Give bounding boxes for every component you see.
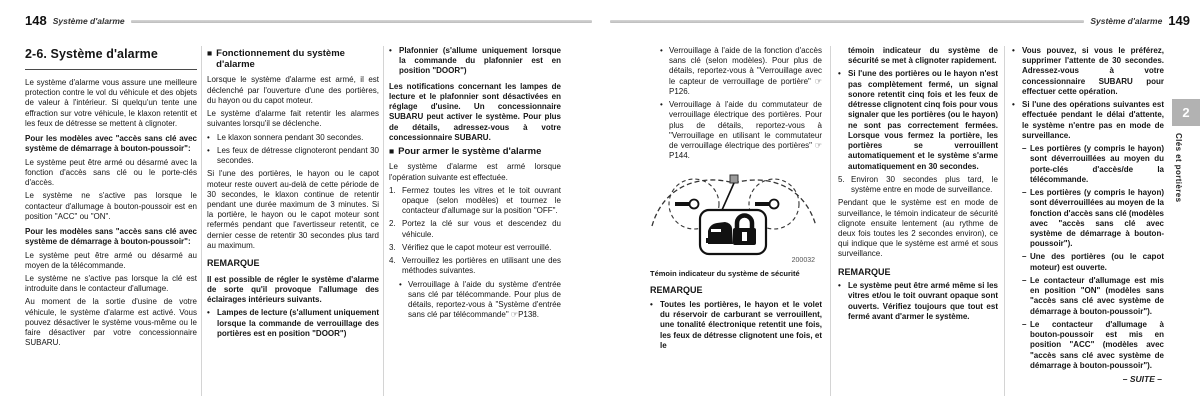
- text: Verrouillage à l'aide du commutateur de verrouillage électrique des portières. Pour plus de détails, reportez-vous à "Verrouillage en utilisant le commutateur de verrouillage électrique des portières" ☞P144.: [669, 100, 822, 161]
- section-heading: [207, 48, 379, 70]
- column-divider: [830, 46, 831, 396]
- page148-col1-text: [25, 78, 197, 349]
- text: Pour armer le système d'alarme: [398, 146, 542, 158]
- page148-column-2: [207, 46, 379, 342]
- dash-item: [1012, 252, 1164, 272]
- bullet-item: [207, 146, 379, 166]
- left-page-number: 148: [25, 13, 47, 28]
- bullet-item: [838, 69, 998, 171]
- list-marker: –: [1022, 252, 1027, 262]
- callout-line: [722, 183, 734, 210]
- text: Portez la clé sur vous et descendez du véhicule.: [402, 219, 561, 239]
- page149-col1-top-text: [650, 46, 822, 162]
- text: Le système peut être armé même si les vitres et/ou le toit ouvrant opaque sont ouverts. Vérifiez toujours que tout est fermé avant d'armer le système.: [848, 281, 998, 321]
- note-heading: REMARQUE: [650, 285, 703, 296]
- text: Fermez toutes les vitres et le toit ouvrant opaque (selon modèles) et tournez le contacteur d'allumage sur la position "OFF".: [402, 185, 561, 216]
- page149-column-1: [650, 46, 822, 354]
- figure-caption: Témoin indicateur du système de sécurité: [650, 268, 800, 278]
- paragraph: Le système ne s'active pas lorsque le contacteur d'allumage à bouton-poussoir est en position "ACC" ou "ON".: [25, 191, 197, 221]
- page149-col2-text: [838, 46, 998, 322]
- column-divider: [1004, 46, 1005, 396]
- note-heading: REMARQUE: [207, 258, 260, 269]
- sub-bullet-item: [650, 100, 822, 161]
- text: Fonctionnement du système d'alarme: [216, 48, 345, 71]
- page148-col3-text: [389, 46, 561, 321]
- paragraph: Le système peut être armé ou désarmé avec la fonction d'accès sans clé ou le porte-clés d'accès.: [25, 157, 197, 188]
- text: Si l'une des portières ou le hayon n'est pas complètement fermé, un signal sonore retentit cinq fois et les feux de détresse clignotent cinq fois pour vous signaler que les portières (ou le hayon) ne sont pas correctement fermées. Lorsque vous fermez la portière, les portières se verrouillent automatiquement et le système s'arme automatiquement en 30 secondes.: [848, 69, 998, 171]
- text: Le contacteur d'allumage est mis en position "ON" (modèles sans "accès sans clé avec système de démarrage à bouton-poussoir").: [1030, 275, 1164, 316]
- bullet-item: [389, 46, 561, 77]
- text: Verrouillez les portières en utilisant une des méthodes suivantes.: [402, 256, 561, 276]
- dash-item: [1012, 276, 1164, 317]
- right-gauge-hub: [770, 199, 779, 208]
- list-marker: •: [838, 69, 841, 79]
- text: Verrouillage à l'aide du système d'entrée sans clé par télécommande. Pour plus de détails, reportez-vous à "Système d'entrée sans clé par télécommande" ☞P138.: [408, 279, 561, 320]
- list-marker: •: [207, 308, 210, 318]
- chapter-tab: [1172, 99, 1200, 126]
- page149-col3-text: [1012, 46, 1164, 371]
- list-marker: –: [1022, 188, 1027, 198]
- paragraph: Si l'une des portières, le hayon ou le capot moteur reste ouvert au-delà de cette période de 30 secondes, le klaxon continue de retentir pendant une durée maximum de 3 minutes. Si la portière, le hayon ou le capot moteur sont refermés pendant que l'avertisseur retentit, ce dernier cesse de retentir 30 secondes plus tard au maximum.: [207, 169, 379, 250]
- dash-item: [1012, 188, 1164, 249]
- list-marker: 4.: [389, 256, 396, 266]
- column-divider: [201, 46, 202, 396]
- numbered-item: [389, 256, 561, 276]
- page149-column-3: [1012, 46, 1164, 374]
- bold-paragraph: Les notifications concernant les lampes de lecture et le plafonnier sont désactivées en réglage d'usine. Un concessionnaire SUBARU peut activer le système. Pour plus de détails, adressez-vous à votre concessionnaire SUBARU.: [389, 81, 561, 142]
- sub-bullet-item: [650, 46, 822, 97]
- text: Les portières (y compris le hayon) sont déverrouillées au moyen du porte-clés d'accès/de la télécommande.: [1030, 144, 1164, 184]
- bullet-item: [207, 308, 379, 339]
- text: Vous pouvez, si vous le préférez, supprimer l'attente de 30 secondes. Adressez-vous à votre concessionnaire SUBARU pour effectuer cette opération.: [1022, 46, 1164, 96]
- continue-marker: – SUITE –: [1122, 374, 1162, 384]
- list-marker: •: [1012, 46, 1015, 55]
- bullet-item: [207, 133, 379, 143]
- numbered-item: [389, 186, 561, 217]
- text: Vérifiez que le capot moteur est verrouillé.: [402, 242, 552, 252]
- list-marker: 5.: [838, 174, 845, 184]
- text: Le contacteur d'allumage à bouton-poussoir est mis en position "ACC" (modèles avec "accès sans clé avec système de démarrage à bouton-poussoir").: [1030, 319, 1164, 370]
- security-indicator-lamp: [730, 175, 738, 183]
- paragraph: Le système d'alarme est armé lorsque l'opération suivante est effectuée.: [389, 162, 561, 182]
- numbered-item: [389, 219, 561, 239]
- list-marker: •: [650, 299, 653, 309]
- paragraph: Le système d'alarme vous assure une meilleure protection contre le vol du véhicule et des objets de valeur à l'intérieur. Si quelqu'un tente une effraction sur votre véhicule, le klaxon retentit et les feux de détresse se mettent à clignoter.: [25, 78, 197, 128]
- page148-column-1: [25, 46, 197, 352]
- paragraph: Lorsque le système d'alarme est armé, il est déclenché par l'ouverture d'une des portières, du hayon ou du capot moteur.: [207, 75, 379, 105]
- section-square-icon: ■: [389, 146, 395, 157]
- section-heading: [389, 146, 561, 157]
- left-running-header: [25, 13, 592, 28]
- page149-column-2: [838, 46, 998, 325]
- sub-bullet-item: [389, 280, 561, 321]
- numbered-item: [838, 175, 998, 195]
- list-marker: •: [660, 100, 663, 110]
- right-page-number: 149: [1168, 13, 1190, 28]
- text: Si l'une des opérations suivantes est effectuée pendant le délai d'attente, le système n'entre pas en mode de surveillance.: [1022, 100, 1164, 140]
- list-marker: •: [399, 279, 402, 289]
- text: Lampes de lecture (s'allument uniquement lorsque la commande de verrouillage des portières est en position "DOOR"): [217, 308, 379, 338]
- list-marker: 1.: [389, 185, 396, 195]
- continued-paragraph: témoin indicateur du système de sécurité se met à clignoter rapidement.: [848, 46, 998, 66]
- header-rule: [131, 20, 592, 23]
- list-marker: 3.: [389, 242, 396, 252]
- text: Plafonnier (s'allume uniquement lorsque la commande du plafonnier est en position "DOOR"): [399, 46, 561, 76]
- text: Verrouillage à l'aide de la fonction d'accès sans clé (selon modèles). Pour plus de détails, reportez-vous à "Verrouillage avec le capteur de verrouillage de portière" ☞P126.: [669, 46, 822, 96]
- list-marker: •: [389, 46, 392, 55]
- column-divider: [383, 46, 384, 396]
- list-marker: •: [1012, 100, 1015, 110]
- list-marker: –: [1022, 319, 1027, 329]
- text: Une des portières (ou le capot moteur) est ouverte.: [1030, 252, 1164, 272]
- bullet-item: [1012, 46, 1164, 97]
- instrument-cluster-illustration: [650, 168, 818, 264]
- left-gauge-hub: [690, 199, 699, 208]
- page148-column-3: [389, 46, 561, 324]
- text: Toutes les portières, le hayon et le volet du réservoir de carburant se verrouillent, une tonalité électronique retentit une fois, les feux de détresse clignotent une fois, et le: [660, 299, 822, 350]
- dash-item: [1012, 144, 1164, 185]
- list-marker: –: [1022, 144, 1027, 154]
- text: Les portières (y compris le hayon) sont déverrouillées au moyen de la fonction d'accès sans clé (modèles avec "accès sans clé avec système de démarrage à bouton-poussoir").: [1030, 188, 1164, 249]
- section-square-icon: ■: [207, 48, 213, 58]
- list-marker: •: [207, 132, 210, 142]
- list-marker: –: [1022, 275, 1027, 285]
- numbered-item: [389, 243, 561, 253]
- text: Les feux de détresse clignoteront pendant 30 secondes.: [217, 145, 379, 166]
- note-heading: REMARQUE: [838, 266, 891, 277]
- paragraph: Le système d'alarme fait retentir les alarmes suivantes lorsqu'il se déclenche.: [207, 109, 379, 129]
- dash-item: [1012, 320, 1164, 371]
- figure-number: 200032: [791, 256, 815, 264]
- right-running-header: [610, 13, 1190, 28]
- list-marker: •: [207, 145, 210, 155]
- list-marker: •: [838, 281, 841, 291]
- bold-paragraph: Pour les modèles sans "accès sans clé avec système de démarrage à bouton-poussoir":: [25, 227, 197, 247]
- page148-col2-text: [207, 48, 379, 339]
- bold-paragraph: Il est possible de régler le système d'alarme de sorte qu'il provoque l'allumage des éclairages intérieurs suivants.: [207, 274, 379, 305]
- bold-paragraph: Pour les modèles avec "accès sans clé avec système de démarrage à bouton-poussoir":: [25, 134, 197, 154]
- paragraph: Le système ne s'active pas lorsque la clé est introduite dans le contacteur d'allumage.: [25, 273, 197, 294]
- left-running-title: Système d'alarme: [52, 15, 125, 26]
- security-indicator-figure: [650, 168, 822, 267]
- paragraph: Pendant que le système est en mode de surveillance, le témoin indicateur de sécurité clignote ensuite lentement (au rythme de deux fois toutes les 2 secondes environ), ce qui indique que le système est armé et sous surveillance.: [838, 198, 998, 259]
- text: Le klaxon sonnera pendant 30 secondes.: [217, 132, 364, 142]
- bullet-item: [650, 300, 822, 351]
- header-rule: [610, 20, 1084, 23]
- page149-col1-bottom-text: [650, 285, 822, 351]
- paragraph: Le système peut être armé ou désarmé au moyen de la télécommande.: [25, 250, 197, 270]
- bullet-item: [1012, 100, 1164, 141]
- paragraph: Au moment de la sortie d'usine de votre véhicule, le système d'alarme est activé. Vous pouvez désactiver le système vous-même ou le faire désactiver par votre concessionnaire SUBARU.: [25, 297, 197, 348]
- chapter-label: Clés et portières: [1174, 133, 1183, 203]
- list-marker: 2.: [389, 219, 396, 229]
- bullet-item: [838, 281, 998, 322]
- list-marker: •: [660, 46, 663, 55]
- chapter-number: 2: [1182, 105, 1190, 120]
- section-title: 2-6. Système d'alarme: [25, 46, 197, 70]
- text: Environ 30 secondes plus tard, le système entre en mode de surveillance.: [851, 174, 998, 195]
- right-running-title: Système d'alarme: [1090, 15, 1163, 26]
